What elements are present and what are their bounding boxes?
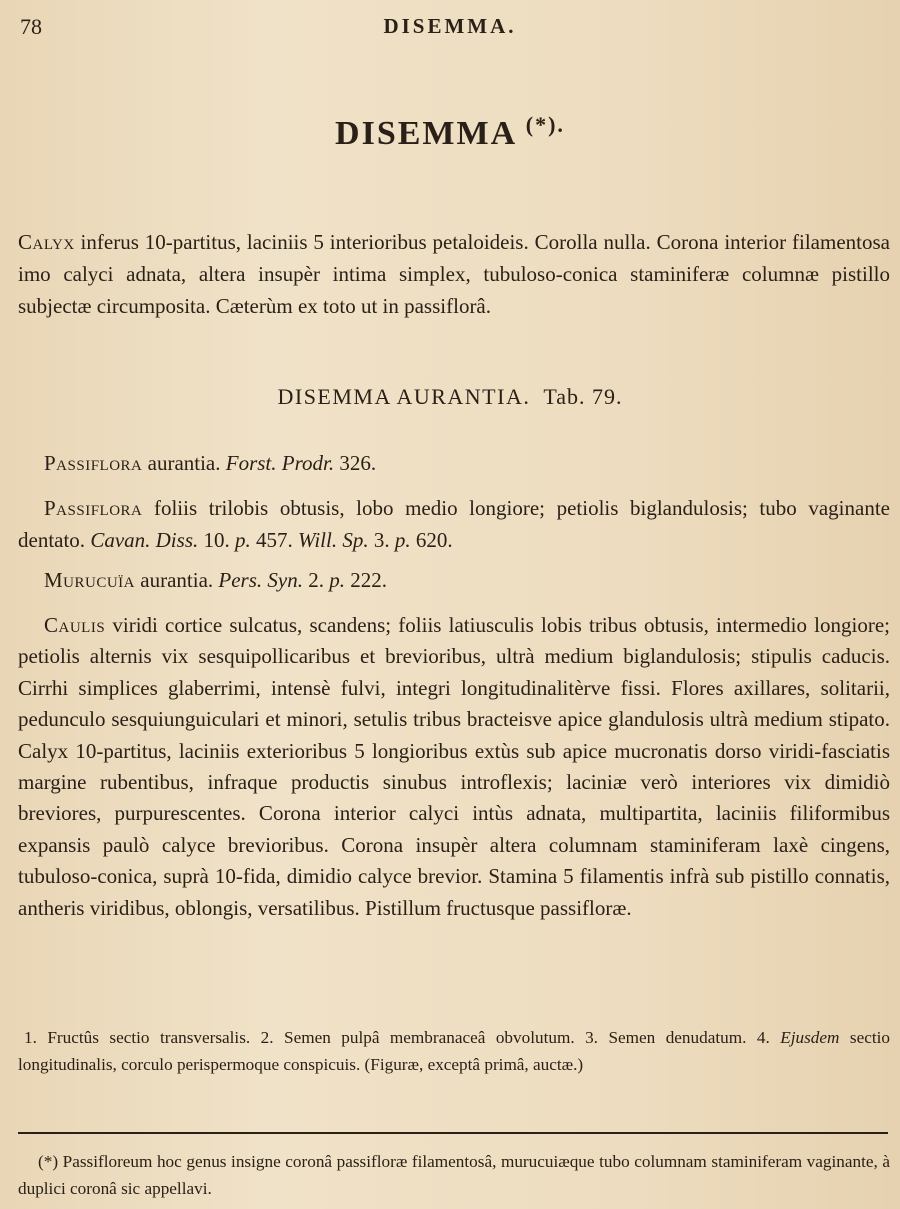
synonym-2-tail: 620. xyxy=(410,528,453,552)
synonym-2-mid2: 457. xyxy=(250,528,298,552)
synonym-2 xyxy=(18,492,890,556)
synonym-1-genus: Passiflora xyxy=(44,451,143,475)
description-text: viridi cortice sulcatus, scandens; foliis latiusculis lobis tribus obtusis, intermedio longiore; petiolis alternis vix sesquipollicaribus et brevioribus, ultrà medium biglandulosis; stipulis caducis. Cirrhi simplices glaberrimi, intensè fulvi, integri longitudinalitèrve fissi. Flores axillares, solitarii, pedunculo sesquiunguiculari et minori, setulis tribus bracteisve apice glandulosis ultrà medium stipato. Calyx 10-partitus, laciniis exterioribus 5 longioribus extùs sub apice mucronatis dorso viridi-fasciatis margine rubentibus, infraque productis sinubus introflexis; laciniæ verò interiores vix dimidiò breviores, purpurescentes. Corona interior calyci intùs adnata, multipartita, laciniis filiformibus expansis paulò calyce brevioribus. Corona insupèr altera columnam staminiferam laxè cingens, tubuloso-conica, suprà 10-fida, dimidio calyce brevior. Stamina 5 filamentis infrà sub pistillo connatis, antheris viridibus, oblongis, versatilibus. Pistillum fructusque passifloræ. xyxy=(18,613,890,920)
description-lead: Caulis xyxy=(44,613,106,637)
synonym-1-ref: Forst. Prodr. xyxy=(225,451,335,475)
genus-character-paragraph xyxy=(18,226,890,322)
genus-title xyxy=(0,112,900,153)
synonym-2-mid3: 3. xyxy=(368,528,395,552)
synonym-2-ref4: p. xyxy=(394,528,411,552)
figure-explanation-part2: sectio longitudinalis, corculo perispermoque conspicuis. (Figuræ, exceptâ primâ, auctæ.) xyxy=(18,1028,890,1074)
synonym-3-ref2: p. xyxy=(329,568,345,592)
genus-character-text: inferus 10-partitus, laciniis 5 interioribus petaloideis. Corolla nulla. Corona interior filamentosa imo calyci adnata, altera insupèr intima simplex, tubuloso-conica staminiferæ columnæ pistillo subjectæ circumposita. Cæterùm ex toto ut in passiflorâ. xyxy=(18,230,890,318)
species-description xyxy=(18,610,890,924)
synonym-2-ref3: Will. Sp. xyxy=(298,528,369,552)
synonym-3-genus: Murucuïa xyxy=(44,568,136,592)
synonym-3-text: aurantia. xyxy=(135,568,219,592)
synonym-1-tail: 326. xyxy=(334,451,377,475)
figure-explanation-part1: 1. Fructûs sectio transversalis. 2. Semen pulpâ membranaceâ obvolutum. 3. Semen denudatum. 4. xyxy=(24,1028,781,1047)
synonym-1-text: aurantia. xyxy=(142,451,226,475)
synonym-2-mid: 10. xyxy=(198,528,235,552)
synonym-2-ref: Cavan. Diss. xyxy=(90,528,199,552)
synonym-2-genus: Passiflora xyxy=(44,496,143,520)
synonym-3-mid: 2. xyxy=(302,568,330,592)
running-title: DISEMMA. xyxy=(383,14,517,38)
genus-character-lead: Calyx xyxy=(18,230,75,254)
genus-title-text: DISEMMA xyxy=(335,115,516,152)
figure-explanation xyxy=(18,1024,890,1078)
footnote: (*) Passifloreum hoc genus insigne coronâ passifloræ filamentosâ, murucuiæque tubo columnam staminiferam vaginante, à duplici coronâ sic appellavi. xyxy=(18,1152,890,1198)
synonym-1 xyxy=(44,447,890,479)
plate-reference: Tab. 79. xyxy=(543,384,623,409)
page-number: 78 xyxy=(20,14,42,39)
species-name: DISEMMA AURANTIA. xyxy=(277,384,531,409)
synonym-3-ref: Pers. Syn. xyxy=(218,568,303,592)
synonym-2-ref2: p. xyxy=(235,528,251,552)
synonym-3 xyxy=(44,564,890,596)
synonym-2-text: foliis trilobis obtusis, lobo medio longiore; petiolis biglandulosis; tubo vaginante dentato. xyxy=(18,496,890,552)
footnote-divider xyxy=(18,1132,888,1134)
synonym-3-tail: 222. xyxy=(344,568,387,592)
species-heading xyxy=(0,384,900,410)
footnote-mark: (*). xyxy=(525,112,565,137)
figure-explanation-italic: Ejusdem xyxy=(780,1028,840,1047)
